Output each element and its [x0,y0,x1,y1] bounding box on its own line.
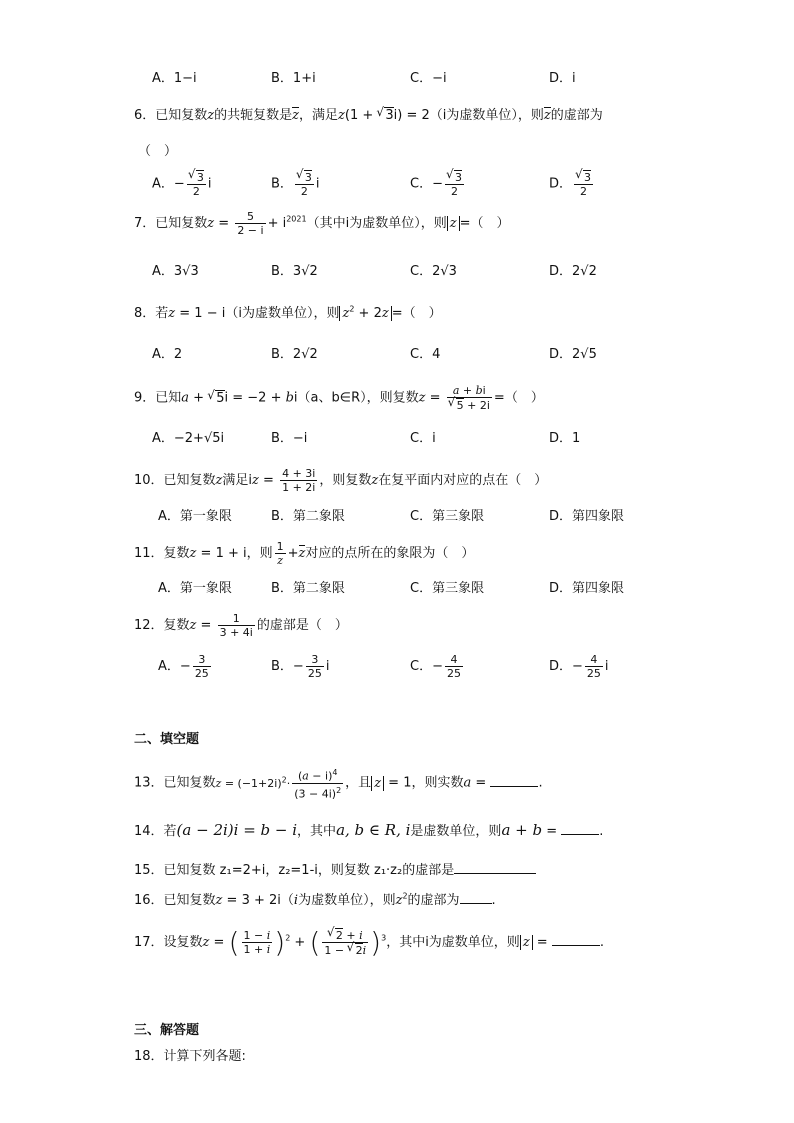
q6-paren: （ ） [138,144,178,159]
q5-option-a: A．1−i [152,71,197,86]
q8-option-a: A．2 [152,347,183,362]
question-18: 18．计算下列各题: [134,1049,246,1064]
q11-option-b: B．第二象限 [271,581,345,596]
q11-option-c: C．第三象限 [410,581,485,596]
q6-mid3: （i为虚数单位），则 [429,108,544,123]
q6-prefix: 6．已知复数 [134,108,208,123]
q6-mid1: 的共轭复数是 [214,108,293,123]
question-11: 11．复数z = 1 + i，则 $\frac{1}{z}$ +z对应的点所在的象限为（ ） [134,540,475,567]
q8-option-c: C．4 [410,347,441,362]
q10-option-d: D．第四象限 [549,509,625,524]
section-answer-heading: 三、解答题 [134,1023,200,1038]
q7-option-c: C．2√3 [410,264,457,279]
q9-option-b: B．−i [271,431,308,446]
question-14: 14．若(a − 2i)i = b − i，其中a, b ∈ R, i是虚数单位，则a + b = . [134,821,604,839]
question-8: 8．若z = 1 − i（i为虚数单位），则 $z^2 + 2z$ =（ ） [134,304,442,321]
q11-option-a: A．第一象限 [158,581,232,596]
question-10: 10．已知复数z满足iz = $\frac{4 + 3i}{1 + 2i}$ ，则复数z在复平面内对应的点在（ ） [134,467,548,494]
question-16: 16．已知复数z = 3 + 2i（i为虚数单位），则$z^2$的虚部为 . [134,891,496,908]
q10-option-c: C．第三象限 [410,509,485,524]
q12-option-d: D．− $\frac{4}{25}$ i [549,653,609,680]
q7-option-d: D．2√2 [549,264,597,279]
question-12: 12．复数z = $\frac{1}{3 + 4i}$ 的虚部是（ ） [134,612,348,639]
q7-option-b: B．3√2 [271,264,318,279]
q5-option-b: B．1+i [271,71,316,86]
question-7: 7．已知复数z = $\frac{5}{2 - i}$ + $i^{2021}$（其中i为虚数单位），则 z =（ ） [134,210,510,237]
q6-option-a: A．− √ $\frac{3}{2}$ i [152,170,211,198]
q6-option-b: B． √ $\frac{3}{2}$ i [271,170,320,198]
q12-option-c: C．− $\frac{4}{25}$ [410,653,461,680]
q10-option-a: A．第一象限 [158,509,232,524]
q5-option-c: C．−i [410,71,447,86]
q9-option-c: C．i [410,431,436,446]
q12-option-a: A．− $\frac{3}{25}$ [158,653,209,680]
question-17: 17．设复数z = ( $\frac{1 - i}{1 + i}$ )$^2$ + ( √ $\frac{2 + i}{1 - √ 2i}$ )$^3$，其中i为虚数单位，则 z = . [134,926,604,959]
q5-option-d: D．i [549,71,576,86]
q6-option-c: C．− √ $\frac{3}{2}$ [410,170,466,198]
q6-suffix: 的虚部为 [550,108,603,123]
q9-option-d: D．1 [549,431,581,446]
question-6: 6．已知复数z的共轭复数是z，满足z(1 + √ 3i) = 2（i为虚数单位），则z的虚部为 [134,104,603,123]
q8-option-b: B．2√2 [271,347,318,362]
q6-mid2: ，满足 [299,108,339,123]
question-15: 15．已知复数 z₁=2+i，z₂=1-i，则复数 z₁·z₂的虚部是 [134,859,536,878]
question-13: 13．已知复数$z = (-1+2i)^2\cdot$ $\frac{(a - i)^4}{(3 - 4i)^2}$ ，且 z = 1，则实数a = . [134,768,543,801]
q12-option-b: B．− $\frac{3}{25}$ i [271,653,330,680]
question-9: 9．已知a + √ 5i = −2 + bi（a、b∈R），则复数z = a + bi √ 5 + 2i =（ ） [134,384,544,412]
section-fill-in-heading: 二、填空题 [134,732,200,747]
q7-option-a: A．3√3 [152,264,199,279]
q11-option-d: D．第四象限 [549,581,625,596]
q9-option-a: A．−2+√5i [152,431,225,446]
q6-option-d: D． √ $\frac{3}{2}$ [549,170,595,198]
q10-option-b: B．第二象限 [271,509,345,524]
q8-option-d: D．2√5 [549,347,597,362]
